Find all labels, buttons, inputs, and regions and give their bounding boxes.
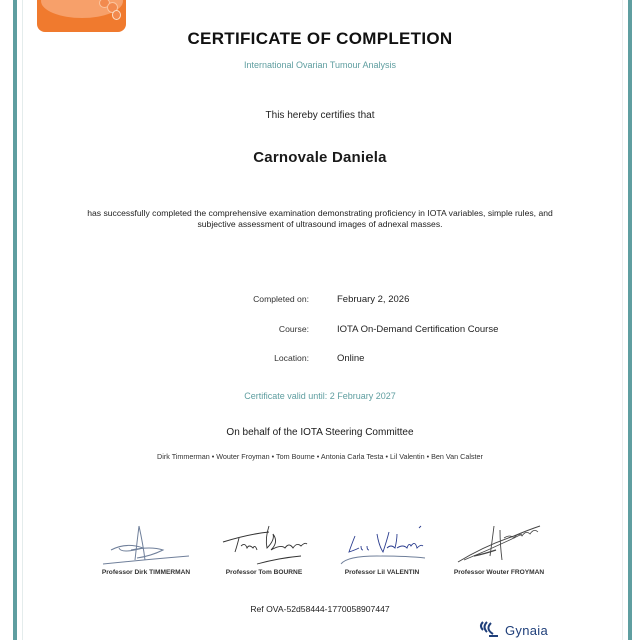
organization-subtitle: International Ovarian Tumour Analysis (243, 60, 397, 70)
gynaia-brand-text: Gynaia (505, 622, 548, 638)
signatory-name: Professor Wouter FROYMAN (453, 569, 545, 576)
certificate-title: CERTIFICATE OF COMPLETION (187, 29, 453, 48)
detail-label: Completed on: (253, 294, 309, 304)
logo-blob (112, 10, 121, 20)
detail-value: IOTA On-Demand Certification Course (337, 324, 499, 335)
reference-number: Ref OVA-52d58444-1770058907447 (250, 604, 390, 614)
detail-value: February 2, 2026 (337, 294, 410, 305)
signatory-name: Professor Tom BOURNE (225, 569, 303, 576)
signatory-name: Professor Lil VALENTIN (344, 569, 420, 576)
validity-text: Certificate valid until: 2 February 2027 (244, 391, 396, 401)
signature-timmerman-icon (91, 520, 201, 568)
left-border-stripe (13, 0, 17, 640)
detail-value: Online (337, 353, 365, 364)
orange-rounded-logo-icon (37, 0, 126, 32)
right-border-line (622, 0, 623, 640)
description-line-2: subjective assessment of ultrasound images of adnexal masses. (197, 219, 443, 229)
gynaia-waves-icon (475, 620, 499, 640)
right-border-stripe (628, 0, 632, 640)
detail-label: Course: (278, 324, 309, 334)
signature-bourne-icon (209, 520, 319, 568)
signature-block-froyman (429, 520, 569, 576)
signature-valentin-icon (327, 520, 437, 568)
detail-label: Location: (274, 353, 309, 363)
description-line-1: has successfully completed the comprehensive examination demonstrating proficiency in IOTA variables, simple rules, and (87, 208, 553, 218)
committee-heading: On behalf of the IOTA Steering Committee (226, 427, 414, 438)
left-border-line (22, 0, 23, 640)
gynaia-logo (475, 619, 548, 641)
signature-froyman-icon (444, 520, 554, 568)
certifies-text: This hereby certifies that (265, 110, 375, 121)
completion-description (0, 208, 640, 230)
recipient-name: Carnovale Daniela (253, 149, 387, 166)
committee-members: Dirk Timmerman • Wouter Froyman • Tom Bourne • Antonia Carla Testa • Lil Valentin • Ben Van Calster (157, 452, 483, 461)
signatory-name: Professor Dirk TIMMERMAN (101, 569, 191, 576)
